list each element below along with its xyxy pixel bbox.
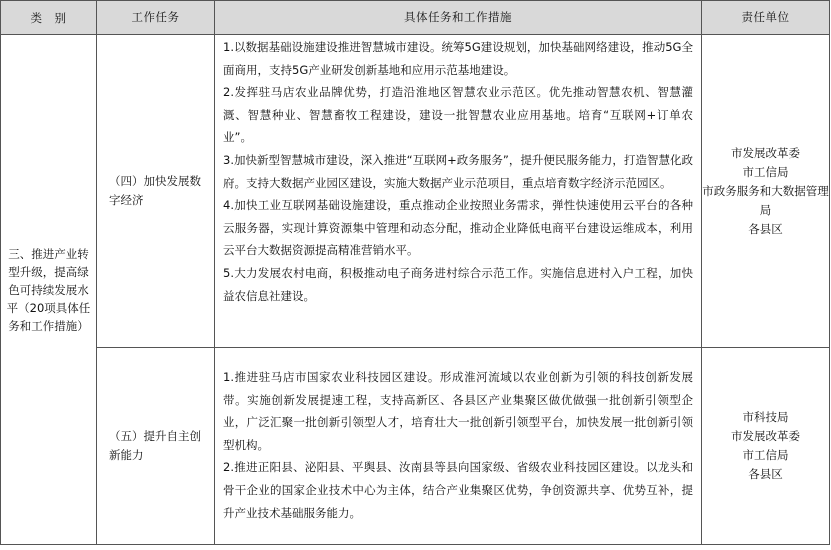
detail-item: 3.加快新型智慧城市建设，深入推进“互联网+政务服务”，提升便民服务能力，打造智慧化政府。支持大数据产业园区建设，实施大数据产业示范项目，重点培育数字经济示范园区。 [223,152,693,190]
unit-item: 各县区 [748,467,783,481]
header-row [1,1,830,35]
unit-item: 市发展改革委 [731,429,800,443]
detail-item: 2.发挥驻马店农业品牌优势，打造沿淮地区智慧农业示范区。优先推动智慧农机、智慧灌溉、智慧种业、智慧畜牧工程建设，建设一批智慧农业应用基地。培育“互联网+订单农业”。 [223,85,693,145]
header-detail: 具体任务和工作措施 [215,1,702,35]
unit-item: 各县区 [748,221,783,236]
detail-item: 1.推进驻马店市国家农业科技园区建设。形成淮河流域以农业创新为引领的科技创新发展带。实施创新发展提速工程，支持高新区、各县区产业集聚区做优做强一批创新引领型企业，广泛汇聚一批创新引领型人才，培育壮大一批创新引领型平台，加快发展一批创新引领型机构。 [223,370,693,452]
task-cell: （五）提升自主创新能力 [97,348,215,545]
unit-cell [702,348,830,545]
detail-item: 2.推进正阳县、泌阳县、平舆县、汝南县等县向国家级、省级农业科技园区建设。以龙头和骨干企业的国家企业技术中心为主体，结合产业集聚区优势，争创资源共享、优势互补，提升产业技术基础服务能力。 [223,460,693,520]
detail-item: 1.以数据基础设施建设推进智慧城市建设。统筹5G建设规划，加快基础网络建设，推动5G全面商用，支持5G产业研发创新基地和应用示范基地建设。 [223,40,693,77]
table-row [1,348,830,545]
unit-item: 市政务服务和大数据管理局 [702,183,829,217]
detail-cell [215,35,702,348]
detail-cell [215,348,702,545]
header-unit: 责任单位 [702,1,830,35]
detail-item: 4.加快工业互联网基础设施建设，重点推动企业按照业务需求，弹性快速使用云平台的各种云服务器，实现计算资源集中管理和动态分配，推动企业降低电商平台建设运维成本，利用云平台大数据资源提高精准营销水平。 [223,198,693,258]
task-cell: （四）加快发展数字经济 [97,35,215,348]
unit-item: 市科技局 [742,410,789,424]
unit-item: 市发展改革委 [731,145,800,160]
header-category: 类 别 [1,1,97,35]
unit-cell [702,35,830,348]
table-row [1,35,830,348]
unit-item: 市工信局 [742,164,789,179]
unit-item: 市工信局 [742,448,789,462]
header-task: 工作任务 [97,1,215,35]
detail-item: 5.大力发展农村电商，积极推动电子商务进村综合示范工作。实施信息进村入户工程，加快益农信息社建设。 [223,265,693,303]
category-cell: 三、推进产业转型升级，提高绿色可持续发展水平（20项具体任务和工作措施） [1,35,97,545]
